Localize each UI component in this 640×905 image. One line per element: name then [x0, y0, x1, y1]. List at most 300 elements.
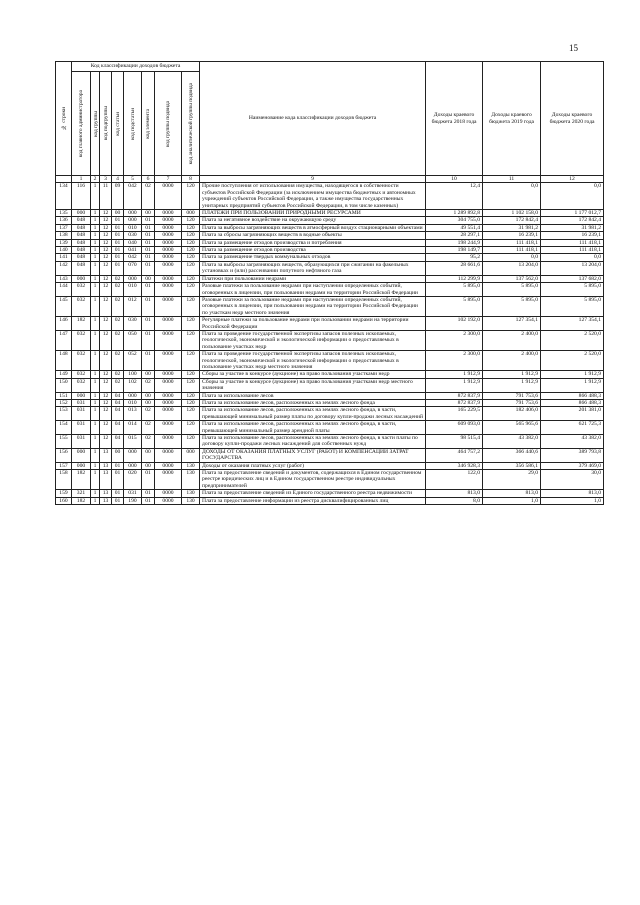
amount-2018-cell: 346 928,3: [426, 462, 483, 469]
code-cell: 120: [182, 275, 200, 282]
column-index-cell: 3: [100, 176, 112, 183]
code-cell: 048: [72, 224, 91, 231]
code-cell: 12: [100, 400, 112, 407]
revenue-name-cell: Плата за сбросы загрязняющих веществ в водные объекты: [200, 232, 426, 239]
row-number-cell: 145: [56, 296, 72, 316]
table-row: [56, 371, 604, 378]
code-cell: 000: [72, 210, 91, 217]
code-cell: 04: [112, 435, 124, 449]
column-index-cell: 5: [124, 176, 142, 183]
row-number-cell: 159: [56, 490, 72, 497]
code-cell: 1: [91, 239, 100, 246]
code-cell: 050: [124, 330, 142, 350]
row-number-cell: 151: [56, 392, 72, 399]
column-index-cell: [56, 176, 72, 183]
code-cell: 000: [124, 217, 142, 224]
amount-2018-cell: 112 299,9: [426, 275, 483, 282]
code-cell: 12: [100, 392, 112, 399]
code-cell: 01: [142, 296, 155, 316]
code-cell: 120: [182, 435, 200, 449]
revenue-name-cell: Плата за предоставление сведений и документов, содержащихся в Едином государственном реестре юридических лиц и в Едином государственном реестре индивидуальных предпринимателей: [200, 470, 426, 490]
code-cell: 182: [72, 470, 91, 490]
code-cell: 032: [72, 351, 91, 371]
code-cell: 1: [91, 217, 100, 224]
code-cell: 02: [142, 435, 155, 449]
amount-2018-cell: 813,0: [426, 490, 483, 497]
table-row: [56, 232, 604, 239]
code-cell: 0000: [155, 210, 182, 217]
amount-2019-cell: 16 239,1: [483, 232, 541, 239]
code-cell: 000: [72, 448, 91, 462]
amount-2018-cell: 1 912,9: [426, 371, 483, 378]
code-cell: 12: [100, 351, 112, 371]
code-cell: 120: [182, 224, 200, 231]
header-code-3: код подгруппы: [100, 72, 112, 176]
row-number-cell: 135: [56, 210, 72, 217]
code-cell: 1: [91, 261, 100, 275]
code-cell: 12: [100, 210, 112, 217]
amount-2020-cell: 866 488,3: [541, 400, 604, 407]
code-cell: 032: [72, 330, 91, 350]
table-row: [56, 470, 604, 490]
code-cell: 0000: [155, 470, 182, 490]
amount-2019-cell: 0,0: [483, 254, 541, 261]
revenue-name-cell: Разовые платежи за пользование недрами при наступлении определенных событий, оговоренных в лицензии, при пользовании недрами на территории Российской Федерации: [200, 283, 426, 297]
table-row: [56, 283, 604, 297]
code-cell: 031: [72, 435, 91, 449]
table-row: [56, 392, 604, 399]
code-cell: 12: [100, 283, 112, 297]
revenue-name-cell: Плата за размещение твердых коммунальных отходов: [200, 254, 426, 261]
code-cell: 102: [124, 378, 142, 392]
code-cell: 130: [182, 497, 200, 504]
column-index-cell: 11: [483, 176, 541, 183]
code-cell: 012: [124, 296, 142, 316]
code-cell: 00: [112, 448, 124, 462]
code-cell: 02: [112, 296, 124, 316]
code-cell: 120: [182, 183, 200, 210]
code-cell: 01: [142, 490, 155, 497]
column-index-cell: 2: [91, 176, 100, 183]
amount-2019-cell: 791 753,6: [483, 392, 541, 399]
amount-2019-cell: 182 406,0: [483, 407, 541, 421]
code-cell: 120: [182, 261, 200, 275]
amount-2018-cell: 2 300,0: [426, 351, 483, 371]
code-cell: 02: [142, 183, 155, 210]
code-cell: 12: [100, 232, 112, 239]
header-row-number: № строки: [56, 62, 72, 176]
header-code-2: код группы: [91, 72, 100, 176]
code-cell: 031: [72, 421, 91, 435]
amount-2019-cell: 0,0: [483, 183, 541, 210]
row-number-cell: 144: [56, 283, 72, 297]
revenue-name-cell: Плата за проведение государственной экспертизы запасов полезных ископаемых, геологической, экономической и экологической информации о предоставляемых в пользование участках недр: [200, 330, 426, 350]
header-2019: Доходы краевого бюджета 2019 года: [483, 62, 541, 176]
row-number-cell: 143: [56, 275, 72, 282]
amount-2020-cell: 5 895,0: [541, 283, 604, 297]
code-cell: 1: [91, 247, 100, 254]
code-cell: 1: [91, 351, 100, 371]
amount-2020-cell: 127 354,1: [541, 317, 604, 331]
revenue-name-cell: Плата за размещение отходов производства и потребления: [200, 239, 426, 246]
code-cell: 1: [91, 448, 100, 462]
revenue-name-cell: Плата за использование лесов: [200, 392, 426, 399]
amount-2019-cell: 13 204,0: [483, 261, 541, 275]
amount-2020-cell: 1 177 012,7: [541, 210, 604, 217]
code-cell: 0000: [155, 421, 182, 435]
row-number-cell: 140: [56, 247, 72, 254]
table-row: [56, 261, 604, 275]
amount-2020-cell: 137 682,0: [541, 275, 604, 282]
row-number-cell: 142: [56, 261, 72, 275]
amount-2018-cell: 12,4: [426, 183, 483, 210]
code-cell: 120: [182, 217, 200, 224]
code-cell: 0000: [155, 330, 182, 350]
code-cell: 12: [100, 378, 112, 392]
code-cell: 00: [142, 448, 155, 462]
amount-2020-cell: 201 381,0: [541, 407, 604, 421]
amount-2020-cell: 2 520,0: [541, 351, 604, 371]
code-cell: 1: [91, 378, 100, 392]
code-cell: 0000: [155, 247, 182, 254]
code-cell: 0000: [155, 351, 182, 371]
code-cell: 01: [142, 217, 155, 224]
amount-2018-cell: 198 149,7: [426, 247, 483, 254]
code-cell: 0000: [155, 261, 182, 275]
row-number-cell: 147: [56, 330, 72, 350]
code-cell: 190: [124, 497, 142, 504]
code-cell: 0000: [155, 378, 182, 392]
code-cell: 182: [72, 497, 91, 504]
code-cell: 010: [124, 283, 142, 297]
row-number-cell: 160: [56, 497, 72, 504]
code-cell: 01: [142, 351, 155, 371]
revenue-name-cell: Плата за негативное воздействие на окружающую среду: [200, 217, 426, 224]
revenue-name-cell: ДОХОДЫ ОТ ОКАЗАНИЯ ПЛАТНЫХ УСЛУГ (РАБОТ) И КОМПЕНСАЦИИ ЗАТРАТ ГОСУДАРСТВА: [200, 448, 426, 462]
code-cell: 1: [91, 392, 100, 399]
code-cell: 12: [100, 275, 112, 282]
table-row: [56, 210, 604, 217]
revenue-name-cell: Плата за проведение государственной экспертизы запасов полезных ископаемых, геологической, экономической и экологической информации о предоставляемых в пользование участках недр местного значения: [200, 351, 426, 371]
code-cell: 100: [124, 371, 142, 378]
row-number-cell: 139: [56, 239, 72, 246]
amount-2018-cell: 49 551,4: [426, 224, 483, 231]
header-2020: Доходы краевого бюджета 2020 года: [541, 62, 604, 176]
amount-2018-cell: 304 755,0: [426, 217, 483, 224]
amount-2020-cell: 1,0: [541, 497, 604, 504]
code-cell: 01: [112, 224, 124, 231]
code-cell: 1: [91, 317, 100, 331]
code-cell: 1: [91, 183, 100, 210]
amount-2018-cell: 609 093,0: [426, 421, 483, 435]
column-index-cell: 12: [541, 176, 604, 183]
code-cell: 12: [100, 296, 112, 316]
code-cell: 0000: [155, 392, 182, 399]
revenue-name-cell: Плата за использование лесов, расположенных на землях лесного фонда, в части, превышающей минимальный размер арендной платы: [200, 421, 426, 435]
code-cell: 0000: [155, 183, 182, 210]
row-number-cell: 153: [56, 407, 72, 421]
code-cell: 130: [182, 490, 200, 497]
code-cell: 01: [112, 239, 124, 246]
table-row: [56, 317, 604, 331]
revenue-name-cell: Плата за размещение отходов производства: [200, 247, 426, 254]
amount-2020-cell: 813,0: [541, 490, 604, 497]
table-row: [56, 435, 604, 449]
code-cell: 000: [182, 210, 200, 217]
amount-2019-cell: 29,0: [483, 470, 541, 490]
code-cell: 0000: [155, 371, 182, 378]
header-code-5: код подстатьи: [124, 72, 142, 176]
table-row: [56, 239, 604, 246]
code-cell: 048: [72, 261, 91, 275]
table-row: [56, 183, 604, 210]
amount-2018-cell: 165 229,5: [426, 407, 483, 421]
revenue-table: [55, 61, 604, 505]
amount-2019-cell: 127 354,1: [483, 317, 541, 331]
revenue-name-cell: Регулярные платежи за пользование недрами при пользовании недрами на территории Российской Федерации: [200, 317, 426, 331]
code-cell: 120: [182, 351, 200, 371]
code-cell: 1: [91, 330, 100, 350]
page-number: 15: [569, 43, 578, 53]
amount-2020-cell: 1 912,9: [541, 371, 604, 378]
code-cell: 09: [112, 183, 124, 210]
code-cell: 00: [142, 392, 155, 399]
revenue-name-cell: Сборы за участие в конкурсе (аукционе) на право пользования участками недр: [200, 371, 426, 378]
code-cell: 01: [142, 497, 155, 504]
code-cell: 000: [124, 392, 142, 399]
amount-2019-cell: 366 440,6: [483, 448, 541, 462]
amount-2020-cell: 379 469,0: [541, 462, 604, 469]
column-index-cell: 8: [182, 176, 200, 183]
row-number-cell: 146: [56, 317, 72, 331]
code-cell: 01: [142, 317, 155, 331]
code-cell: 01: [142, 470, 155, 490]
code-cell: 12: [100, 261, 112, 275]
code-cell: 0000: [155, 275, 182, 282]
code-cell: 130: [182, 462, 200, 469]
amount-2019-cell: 2 400,0: [483, 351, 541, 371]
code-cell: 0000: [155, 435, 182, 449]
amount-2019-cell: 1,0: [483, 497, 541, 504]
code-cell: 120: [182, 400, 200, 407]
amount-2018-cell: 198 244,9: [426, 239, 483, 246]
amount-2020-cell: 111 418,1: [541, 247, 604, 254]
amount-2020-cell: 866 488,3: [541, 392, 604, 399]
code-cell: 0000: [155, 490, 182, 497]
row-number-cell: 149: [56, 371, 72, 378]
header-classification-group: Код классификации доходов бюджета: [72, 62, 200, 72]
row-number-cell: 154: [56, 421, 72, 435]
amount-2019-cell: 5 895,0: [483, 283, 541, 297]
code-cell: 02: [112, 371, 124, 378]
amount-2018-cell: 28 297,1: [426, 232, 483, 239]
code-cell: 031: [124, 490, 142, 497]
amount-2018-cell: 8,0: [426, 497, 483, 504]
column-index-row: [56, 176, 604, 183]
code-cell: 000: [124, 275, 142, 282]
revenue-name-cell: Прочие поступления от использования имущества, находящегося в собственности субъектов Российской Федерации (за исключением имущества бюджетных и автономных учреждений субъектов Российской Федерации, а также имущества государственных унитарных предприятий субъектов Российской Федерации, в том числе казенных): [200, 183, 426, 210]
row-number-cell: 150: [56, 378, 72, 392]
code-cell: 1: [91, 232, 100, 239]
column-index-cell: 7: [155, 176, 182, 183]
code-cell: 12: [100, 247, 112, 254]
code-cell: 048: [72, 232, 91, 239]
amount-2018-cell: 464 757,2: [426, 448, 483, 462]
revenue-name-cell: Плата за использование лесов, расположенных на землях лесного фонда, в части платы по договору купли-продажи лесных насаждений для собственных нужд: [200, 435, 426, 449]
column-index-cell: 6: [142, 176, 155, 183]
code-cell: 010: [124, 400, 142, 407]
row-number-cell: 134: [56, 183, 72, 210]
code-cell: 048: [72, 247, 91, 254]
header-2018: Доходы краевого бюджета 2018 года: [426, 62, 483, 176]
code-cell: 1: [91, 462, 100, 469]
code-cell: 01: [142, 261, 155, 275]
code-cell: 00: [142, 371, 155, 378]
code-cell: 02: [112, 330, 124, 350]
code-cell: 01: [112, 470, 124, 490]
amount-2018-cell: 122,0: [426, 470, 483, 490]
code-cell: 01: [112, 217, 124, 224]
amount-2019-cell: 172 842,4: [483, 217, 541, 224]
code-cell: 01: [142, 232, 155, 239]
code-cell: 12: [100, 407, 112, 421]
code-cell: 0000: [155, 400, 182, 407]
revenue-name-cell: Сборы за участие в конкурсе (аукционе) на право пользования участками недр местного значения: [200, 378, 426, 392]
amount-2019-cell: 43 382,0: [483, 435, 541, 449]
code-cell: 182: [72, 317, 91, 331]
code-cell: 031: [72, 400, 91, 407]
code-cell: 0000: [155, 224, 182, 231]
code-cell: 13: [100, 470, 112, 490]
code-cell: 04: [112, 400, 124, 407]
amount-2019-cell: 565 965,6: [483, 421, 541, 435]
amount-2020-cell: 2 520,0: [541, 330, 604, 350]
code-cell: 070: [124, 261, 142, 275]
row-number-cell: 155: [56, 435, 72, 449]
code-cell: 02: [112, 351, 124, 371]
row-number-cell: 141: [56, 254, 72, 261]
table-row: [56, 351, 604, 371]
table-row: [56, 247, 604, 254]
code-cell: 02: [112, 317, 124, 331]
amount-2019-cell: 1 102 158,0: [483, 210, 541, 217]
code-cell: 12: [100, 217, 112, 224]
amount-2018-cell: 872 837,9: [426, 400, 483, 407]
code-cell: 00: [142, 400, 155, 407]
amount-2020-cell: 0,0: [541, 254, 604, 261]
code-cell: 040: [124, 239, 142, 246]
row-number-cell: 158: [56, 470, 72, 490]
code-cell: 1: [91, 470, 100, 490]
column-index-cell: 4: [112, 176, 124, 183]
code-cell: 12: [100, 254, 112, 261]
table-row: [56, 400, 604, 407]
table-row: [56, 448, 604, 462]
code-cell: 1: [91, 371, 100, 378]
table-row: [56, 421, 604, 435]
code-cell: 13: [100, 462, 112, 469]
code-cell: 030: [124, 317, 142, 331]
amount-2020-cell: 16 239,1: [541, 232, 604, 239]
code-cell: 01: [142, 224, 155, 231]
amount-2019-cell: 31 981,2: [483, 224, 541, 231]
code-cell: 1: [91, 497, 100, 504]
code-cell: 1: [91, 296, 100, 316]
code-cell: 1: [91, 283, 100, 297]
code-cell: 000: [72, 275, 91, 282]
code-cell: 13: [100, 497, 112, 504]
column-index-cell: 1: [72, 176, 91, 183]
code-cell: 01: [142, 254, 155, 261]
code-cell: 13: [100, 490, 112, 497]
code-cell: 120: [182, 392, 200, 399]
amount-2018-cell: 2 300,0: [426, 330, 483, 350]
code-cell: 120: [182, 371, 200, 378]
code-cell: 000: [124, 448, 142, 462]
row-number-cell: 148: [56, 351, 72, 371]
code-cell: 1: [91, 407, 100, 421]
table-row: [56, 462, 604, 469]
table-row: [56, 490, 604, 497]
row-number-cell: 137: [56, 224, 72, 231]
amount-2020-cell: 389 793,8: [541, 448, 604, 462]
code-cell: 041: [124, 247, 142, 254]
code-cell: 0000: [155, 283, 182, 297]
code-cell: 0000: [155, 448, 182, 462]
code-cell: 0000: [155, 497, 182, 504]
code-cell: 00: [112, 210, 124, 217]
code-cell: 120: [182, 254, 200, 261]
code-cell: 1: [91, 275, 100, 282]
code-cell: 048: [72, 217, 91, 224]
code-cell: 00: [142, 210, 155, 217]
code-cell: 01: [112, 247, 124, 254]
code-cell: 031: [72, 407, 91, 421]
row-number-cell: 138: [56, 232, 72, 239]
code-cell: 120: [182, 330, 200, 350]
amount-2019-cell: 5 895,0: [483, 296, 541, 316]
revenue-name-cell: ПЛАТЕЖИ ПРИ ПОЛЬЗОВАНИИ ПРИРОДНЫМИ РЕСУРСАМИ: [200, 210, 426, 217]
code-cell: 000: [72, 462, 91, 469]
amount-2018-cell: 98 515,4: [426, 435, 483, 449]
amount-2019-cell: 791 753,6: [483, 400, 541, 407]
header-code-6: код элемента: [142, 72, 155, 176]
column-index-cell: 9: [200, 176, 426, 183]
amount-2018-cell: 1 912,9: [426, 378, 483, 392]
code-cell: 010: [124, 224, 142, 231]
table-row: [56, 217, 604, 224]
code-cell: 030: [124, 232, 142, 239]
amount-2019-cell: 1 912,9: [483, 371, 541, 378]
code-cell: 120: [182, 407, 200, 421]
row-number-cell: 156: [56, 448, 72, 462]
code-cell: 0000: [155, 317, 182, 331]
code-cell: 120: [182, 421, 200, 435]
header-code-7: код группы подвида: [155, 72, 182, 176]
code-cell: 0000: [155, 296, 182, 316]
revenue-name-cell: Плата за выбросы загрязняющих веществ в атмосферный воздух стационарными объектами: [200, 224, 426, 231]
table-row: [56, 497, 604, 504]
code-cell: 015: [124, 435, 142, 449]
code-cell: 01: [142, 239, 155, 246]
amount-2018-cell: 95,2: [426, 254, 483, 261]
amount-2020-cell: 111 418,1: [541, 239, 604, 246]
header-code-8: код аналитической группы подвида: [182, 72, 200, 176]
code-cell: 000: [124, 210, 142, 217]
code-cell: 052: [124, 351, 142, 371]
amount-2019-cell: 137 562,0: [483, 275, 541, 282]
code-cell: 013: [124, 407, 142, 421]
